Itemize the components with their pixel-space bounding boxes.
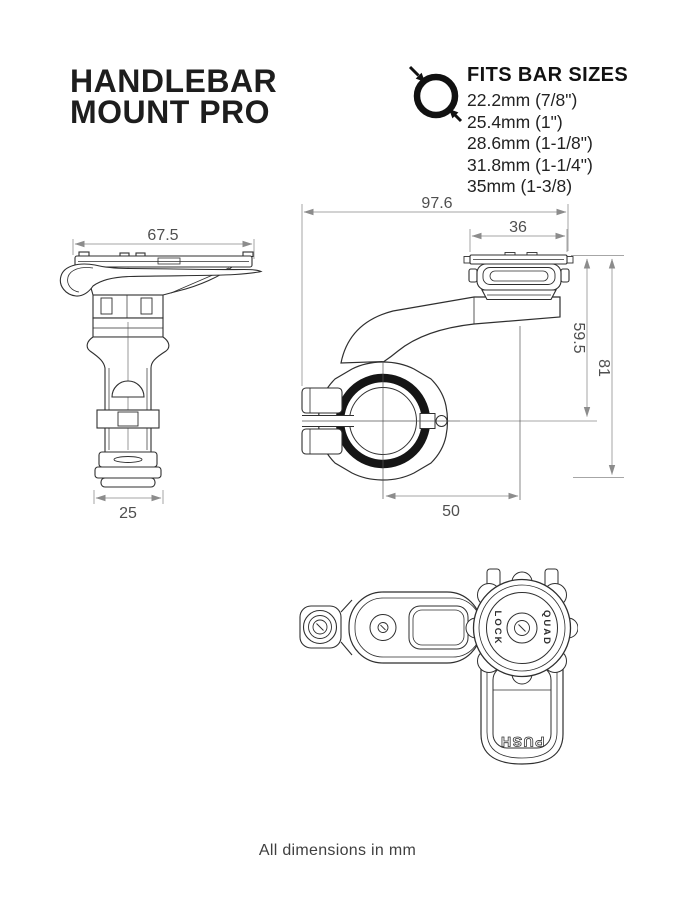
fits-bar-sizes-heading: FITS BAR SIZES — [467, 64, 629, 86]
front-view-head — [464, 253, 573, 300]
dim-side-top-width-label: 67.5 — [147, 227, 179, 244]
side-view-drawing — [50, 218, 280, 528]
dim-side-base-width-label: 25 — [119, 505, 137, 522]
bar-size-list — [467, 90, 628, 198]
bottom-view-arm — [300, 592, 481, 663]
bar-size-item: 35mm (1-3/8) — [467, 176, 573, 196]
push-label: PUSH — [499, 734, 545, 750]
dim-drop-to-bar-center-label: 59.5 — [570, 322, 587, 354]
dimensions-unit-note: All dimensions in mm — [258, 842, 417, 859]
clamp-diameter-icon — [408, 60, 464, 126]
dim-front-total-width-label: 97.6 — [421, 195, 453, 212]
page-title-line2: MOUNT PRO — [70, 94, 271, 130]
dim-side-base-width — [94, 490, 163, 504]
quad-label: QUAD — [541, 610, 552, 646]
dim-total-height-label: 81 — [595, 359, 612, 377]
bar-size-item: 25.4mm (1") — [467, 111, 563, 132]
dim-horizontal-offset-label: 50 — [442, 503, 460, 520]
dim-front-head-width-label: 36 — [509, 219, 527, 236]
front-view-drawing — [283, 193, 635, 533]
fits-bar-sizes-block — [467, 63, 628, 198]
bottom-view-drawing — [278, 565, 578, 773]
page-title-line1: HANDLEBAR — [70, 63, 278, 99]
side-view-body — [60, 252, 261, 487]
front-view-arm — [341, 297, 560, 363]
page-title — [70, 63, 278, 130]
front-view-bar-clamp — [302, 361, 597, 499]
bar-size-item: 22.2mm (7/8") — [467, 90, 578, 110]
quad-lock-head — [466, 572, 578, 684]
lock-label: LOCK — [492, 610, 503, 646]
bar-size-item: 28.6mm (1-1/8") — [467, 133, 593, 153]
bar-size-item: 31.8mm (1-1/4") — [467, 154, 593, 175]
